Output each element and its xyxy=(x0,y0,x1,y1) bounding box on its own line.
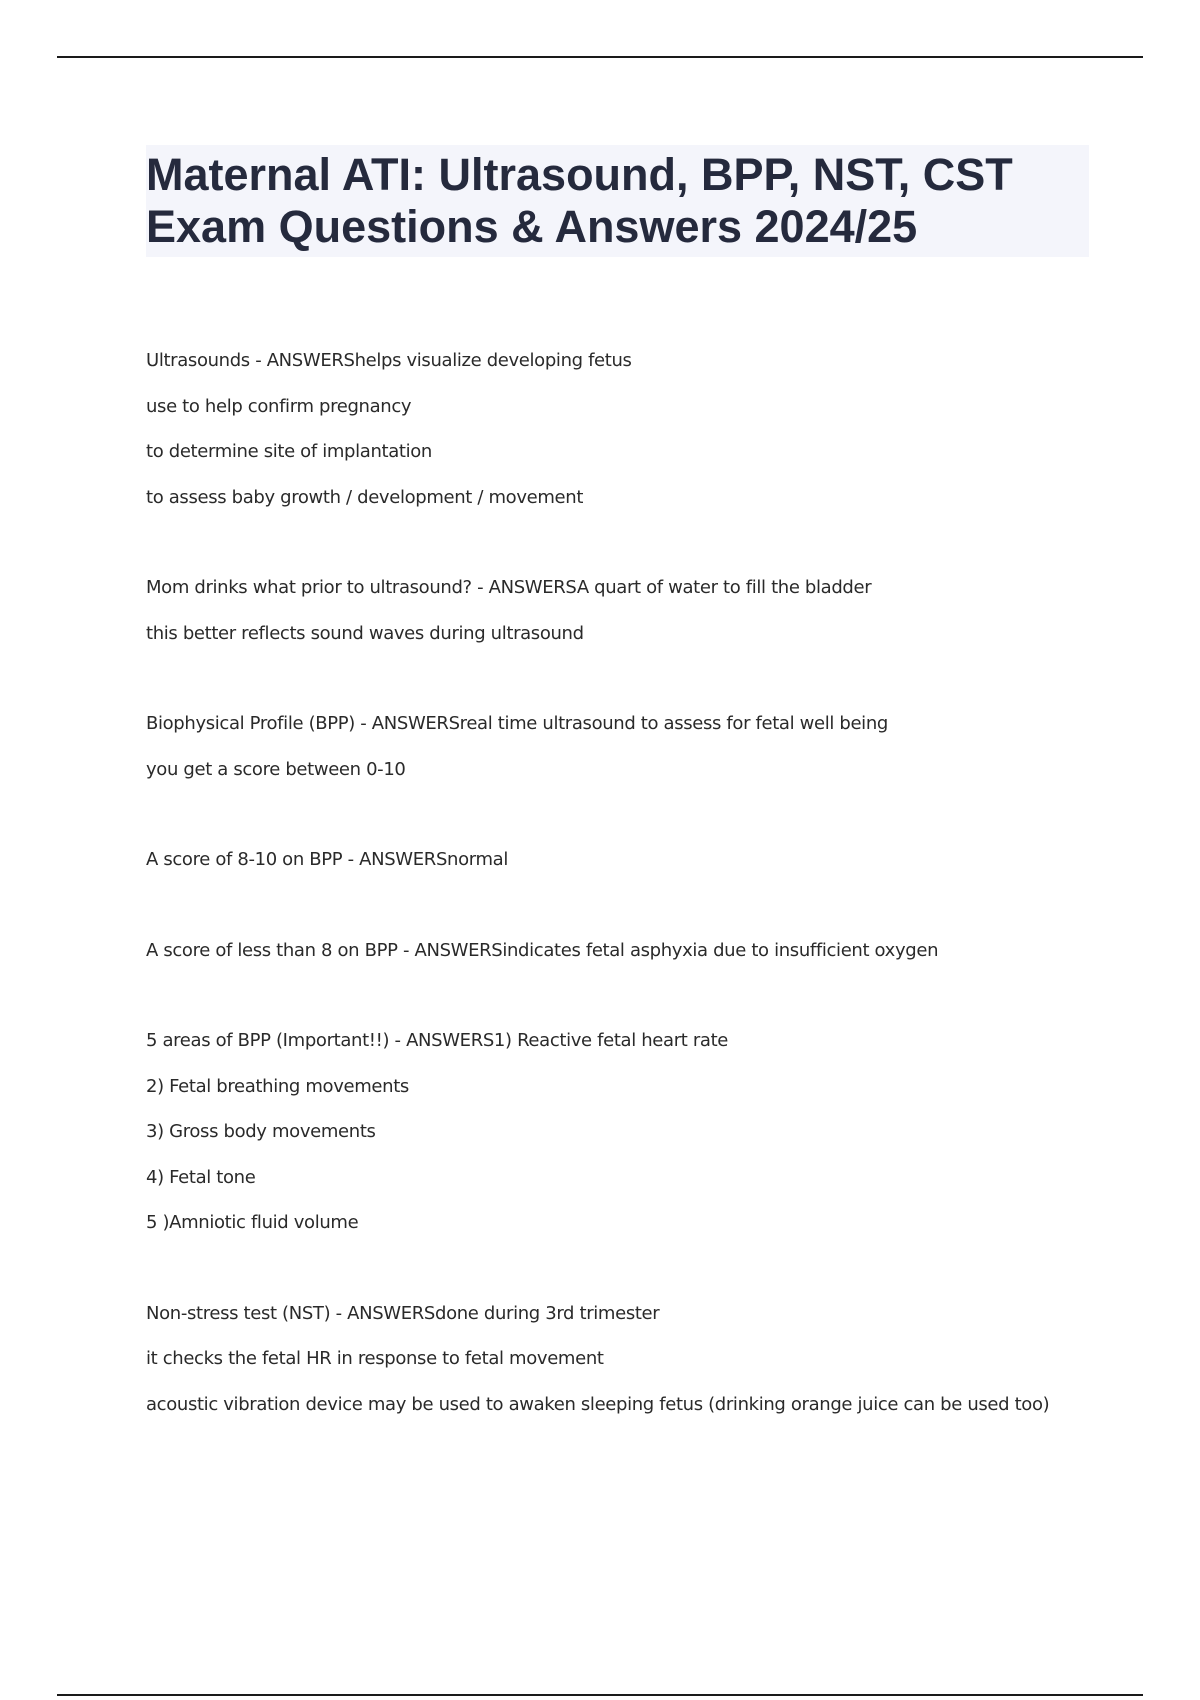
title-line-1: Maternal ATI: Ultrasound, BPP, NST, CST xyxy=(146,149,1013,200)
entry-line: Mom drinks what prior to ultrasound? - ANSWERSA quart of water to fill the bladder xyxy=(146,577,872,598)
qa-entry-ultrasounds xyxy=(146,341,1136,523)
entry-line: 5 )Amniotic fluid volume xyxy=(146,1212,359,1233)
entry-line: use to help confirm pregnancy xyxy=(146,395,412,417)
entry-line: A score of less than 8 on BPP - ANSWERSindicates fetal asphyxia due to insufficient oxygen xyxy=(146,939,939,961)
bottom-rule xyxy=(57,1694,1143,1696)
entry-line: 4) Fetal tone xyxy=(146,1166,256,1188)
entry-line: Ultrasounds - ANSWERShelps visualize developing fetus xyxy=(146,350,632,371)
qa-entry-bpp xyxy=(146,704,1136,795)
entry-line: 2) Fetal breathing movements xyxy=(146,1075,409,1097)
entry-line: it checks the fetal HR in response to fetal movement xyxy=(146,1348,604,1369)
qa-list xyxy=(146,341,1136,1475)
entry-line: 3) Gross body movements xyxy=(146,1121,376,1142)
entry-line: to assess baby growth / development / movement xyxy=(146,486,584,508)
qa-entry-score-normal xyxy=(146,840,1136,886)
entry-line: acoustic vibration device may be used to awaken sleeping fetus (drinking orange juice can be used too) xyxy=(146,1393,1050,1415)
qa-entry-mom-drinks xyxy=(146,568,1136,659)
entry-line: you get a score between 0-10 xyxy=(146,758,406,780)
entry-line: Non-stress test (NST) - ANSWERSdone during 3rd trimester xyxy=(146,1302,660,1324)
qa-entry-bpp-areas xyxy=(146,1021,1136,1249)
entry-line: A score of 8-10 on BPP - ANSWERSnormal xyxy=(146,849,508,870)
qa-entry-nst xyxy=(146,1294,1136,1431)
title-line-2: Exam Questions & Answers 2024/25 xyxy=(146,201,918,252)
entry-line: Biophysical Profile (BPP) - ANSWERSreal time ultrasound to assess for fetal well being xyxy=(146,713,888,734)
entry-line: 5 areas of BPP (Important!!) - ANSWERS1) Reactive fetal heart rate xyxy=(146,1030,729,1051)
entry-line: to determine site of implantation xyxy=(146,441,432,462)
qa-entry-score-low xyxy=(146,931,1136,977)
entry-line: this better reflects sound waves during ultrasound xyxy=(146,622,584,644)
top-rule xyxy=(57,56,1143,58)
document-title xyxy=(146,145,1089,257)
